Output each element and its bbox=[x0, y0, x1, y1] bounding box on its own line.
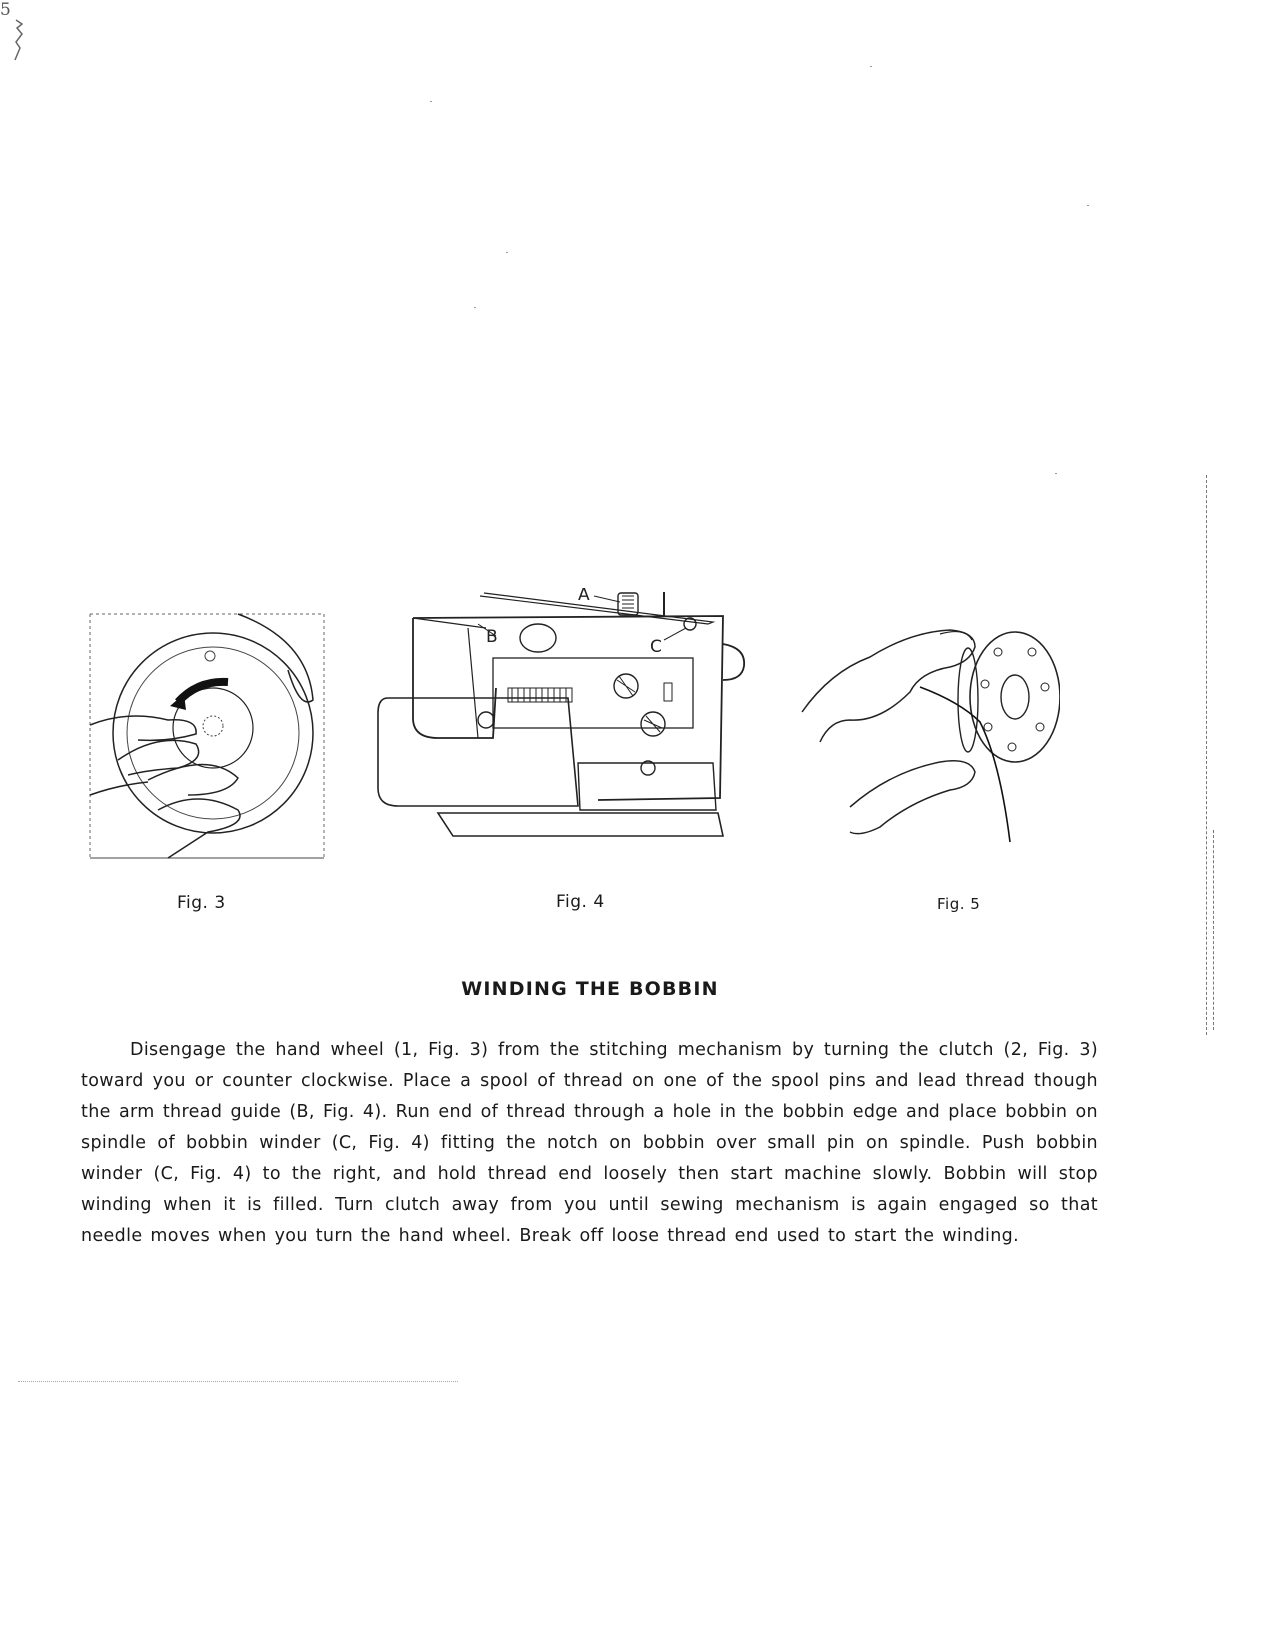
figure-5-illustration bbox=[800, 612, 1060, 872]
figure-4-illustration bbox=[368, 588, 766, 850]
scan-artifact-dots bbox=[18, 1381, 458, 1382]
body-paragraph: Disengage the hand wheel (1, Fig. 3) from the stitching mechanism by turning the clutch (2, Fig. 3) toward you or counter clockwise. Place a spool of thread on one of the spool pins and lead thread though the arm thread guide (B, Fig. 4). Run end of thread through a hole in the bobbin edge and place bobbin on spindle of bobbin winder (C, Fig. 4) fitting the notch on bobbin over small pin on spindle. Push bobbin winder (C, Fig. 4) to the right, and hold thread end loosely then start machine slowly. Bobbin will stop winding when it is filled. Turn clutch away from you until sewing mechanism is again engaged so that needle moves when you turn the hand wheel. Break off loose thread end used to start the winding. bbox=[81, 1040, 1098, 1246]
figure-3-caption: Fig. 3 bbox=[177, 893, 226, 913]
callout-c: C bbox=[650, 637, 662, 657]
section-heading: WINDING THE BOBBIN bbox=[461, 978, 719, 1000]
scan-artifact bbox=[14, 18, 24, 62]
margin-line bbox=[1206, 475, 1207, 1035]
figure-4-caption: Fig. 4 bbox=[556, 892, 605, 912]
figure-3-illustration bbox=[88, 610, 328, 865]
margin-line bbox=[1213, 830, 1214, 1030]
callout-b: B bbox=[486, 627, 498, 647]
page-number: 5 bbox=[0, 0, 11, 20]
callout-a: A bbox=[578, 588, 590, 605]
figure-5-caption: Fig. 5 bbox=[937, 895, 981, 913]
